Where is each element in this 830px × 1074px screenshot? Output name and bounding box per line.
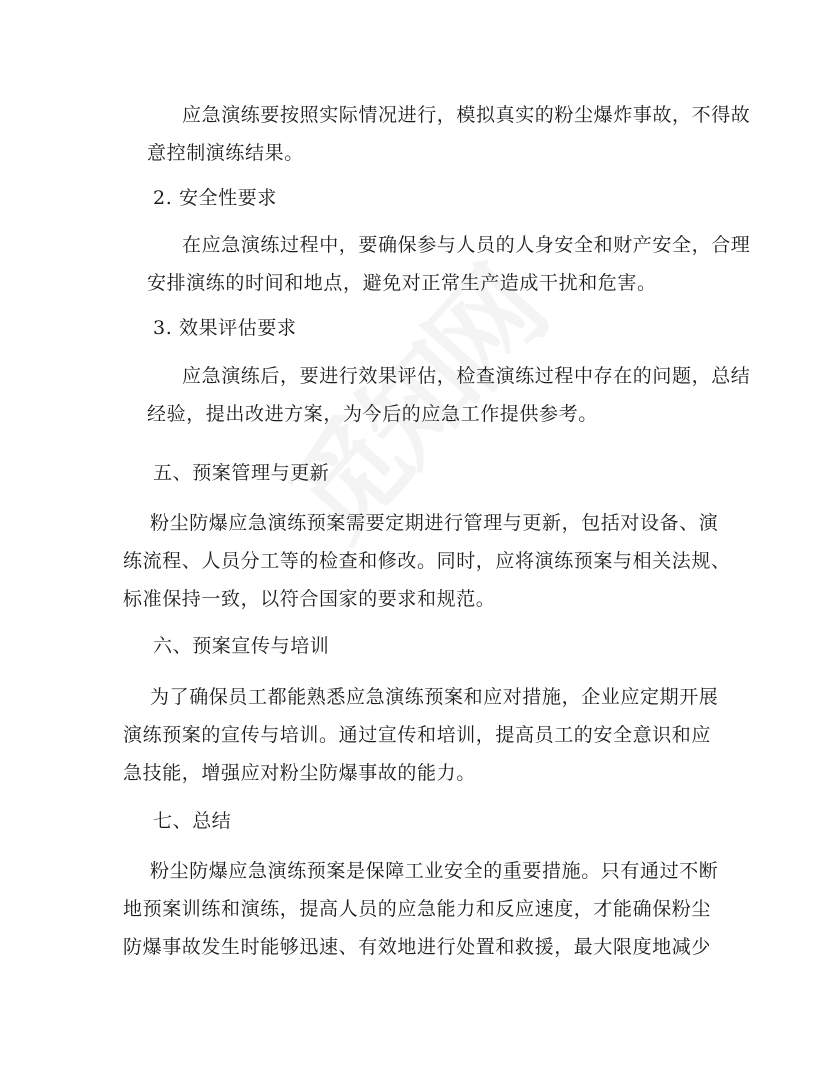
paragraph-line: 应急演练后，要进行效果评估，检查演练过程中存在的问题，总结 xyxy=(182,365,751,387)
section-heading-management: 五、预案管理与更新 xyxy=(153,462,330,484)
paragraph-line: 经验，提出改进方案，为今后的应急工作提供参考。 xyxy=(147,403,598,425)
section-heading-safety: 2. 安全性要求 xyxy=(153,187,277,209)
paragraph-line: 粉尘防爆应急演练预案需要定期进行管理与更新，包括对设备、演 xyxy=(150,512,719,534)
paragraph-line: 防爆事故发生时能够迅速、有效地进行处置和救援，最大限度地减少 xyxy=(123,936,712,958)
paragraph-line: 粉尘防爆应急演练预案是保障工业安全的重要措施。只有通过不断 xyxy=(150,860,719,882)
paragraph-line: 演练预案的宣传与培训。通过宣传和培训，提高员工的安全意识和应 xyxy=(123,724,712,746)
paragraph-line: 标准保持一致，以符合国家的要求和规范。 xyxy=(123,588,496,610)
paragraph-line: 地预案训练和演练，提高人员的应急能力和反应速度，才能确保粉尘 xyxy=(123,898,712,920)
paragraph-line: 练流程、人员分工等的检查和修改。同时，应将演练预案与相关法规、 xyxy=(123,550,731,572)
section-heading-evaluation: 3. 效果评估要求 xyxy=(153,317,297,339)
paragraph-line: 应急演练要按照实际情况进行，模拟真实的粉尘爆炸事故，不得故 xyxy=(182,104,751,126)
paragraph-line: 急技能，增强应对粉尘防爆事故的能力。 xyxy=(123,762,476,784)
paragraph-line: 意控制演练结果。 xyxy=(147,142,304,164)
paragraph-line: 在应急演练过程中，要确保参与人员的人身安全和财产安全，合理 xyxy=(182,234,751,256)
paragraph-line: 安排演练的时间和地点，避免对正常生产造成干扰和危害。 xyxy=(147,272,657,294)
section-heading-training: 六、预案宣传与培训 xyxy=(153,635,330,657)
section-heading-summary: 七、总结 xyxy=(153,810,232,832)
paragraph-line: 为了确保员工都能熟悉应急演练预案和应对措施，企业应定期开展 xyxy=(150,686,719,708)
